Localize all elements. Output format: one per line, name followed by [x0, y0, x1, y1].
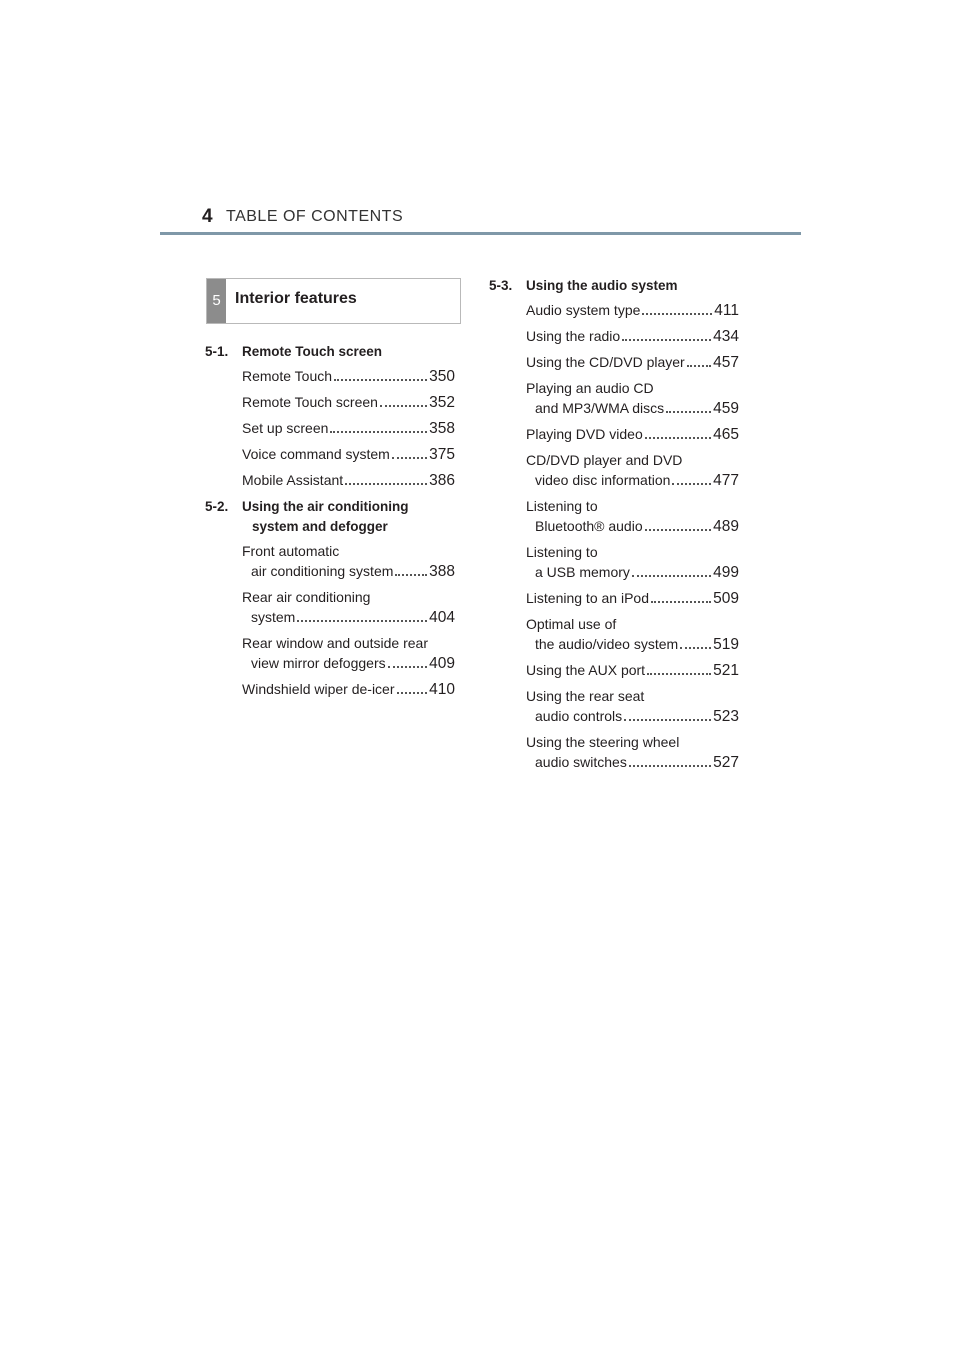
toc-entry-text: air conditioning system — [251, 563, 394, 579]
chapter-title: Interior features — [235, 290, 357, 307]
toc-entry[interactable] — [526, 450, 739, 491]
header-title: TABLE OF CONTENTS — [226, 208, 404, 225]
toc-section — [489, 276, 739, 773]
leader-dots — [395, 574, 427, 576]
toc-entry-row — [242, 392, 455, 413]
toc-entry-text: Remote Touch screen — [242, 394, 378, 410]
toc-entry-row — [242, 366, 455, 387]
page-header — [160, 204, 801, 236]
leader-dots — [334, 379, 427, 381]
toc-column-right — [489, 276, 739, 779]
leader-dots — [624, 719, 711, 721]
toc-entry-text: Using the AUX port — [526, 662, 646, 678]
toc-entry-row — [242, 679, 455, 700]
toc-entry-row — [242, 470, 455, 491]
toc-entry-text: Front automatic — [242, 543, 340, 559]
section-number: 5-3. — [489, 278, 513, 293]
page-ref: 523 — [713, 708, 739, 725]
page-ref: 489 — [713, 518, 739, 535]
toc-entry-text: Windshield wiper de-icer — [242, 681, 395, 697]
section-title-line: Using the audio system — [526, 278, 678, 293]
toc-entry-row — [526, 300, 739, 321]
toc-entry-text: Optimal use of — [526, 616, 617, 632]
toc-entry[interactable] — [242, 679, 455, 700]
toc-entry-row — [242, 418, 455, 439]
section-heading — [205, 342, 455, 362]
toc-entry[interactable] — [242, 444, 455, 465]
toc-entry-text: Using the radio — [526, 328, 621, 344]
section-title-line: Remote Touch screen — [242, 344, 383, 359]
toc-entry-text: Remote Touch — [242, 368, 333, 384]
toc-entry-row — [526, 634, 739, 655]
section-heading — [205, 497, 455, 537]
header-rule — [160, 232, 801, 235]
leader-dots — [622, 339, 711, 341]
page-ref: 404 — [429, 609, 455, 626]
page-number: 4 — [202, 206, 213, 227]
toc-entry-text: system — [251, 609, 296, 625]
section-title-line: Using the air conditioning — [242, 499, 409, 514]
page-ref: 527 — [713, 754, 739, 771]
toc-entry-text: Voice command system — [242, 446, 390, 462]
leader-dots — [672, 483, 711, 485]
leader-dots — [645, 529, 712, 531]
toc-entry-row — [526, 562, 739, 583]
toc-entry-text: CD/DVD player and DVD — [526, 452, 683, 468]
toc-entry-row — [526, 588, 739, 609]
toc-entry[interactable] — [242, 392, 455, 413]
toc-entry-row — [526, 706, 739, 727]
toc-column-left — [205, 342, 455, 706]
toc-entry[interactable] — [526, 660, 739, 681]
toc-entry-row — [526, 660, 739, 681]
page-ref: 350 — [429, 368, 455, 385]
toc-entry-text: Using the rear seat — [526, 688, 645, 704]
page-ref: 457 — [713, 354, 739, 371]
page-ref: 477 — [713, 472, 739, 489]
leader-dots — [629, 765, 711, 767]
toc-entry[interactable] — [526, 424, 739, 445]
toc-section — [205, 342, 455, 491]
toc-entry[interactable] — [526, 542, 739, 583]
toc-entry-text: audio controls — [535, 708, 623, 724]
chapter-number-tab: 5 — [207, 279, 226, 323]
toc-entry-row — [526, 470, 739, 491]
toc-section — [205, 497, 455, 700]
page-ref: 411 — [714, 302, 739, 319]
toc-entry-text: and MP3/WMA discs — [535, 400, 665, 416]
section-title — [526, 276, 739, 296]
leader-dots — [651, 601, 711, 603]
toc-entry[interactable] — [242, 633, 455, 674]
toc-entry-text: a USB memory — [535, 564, 630, 580]
toc-entry[interactable] — [526, 588, 739, 609]
section-title — [242, 342, 455, 362]
toc-entry[interactable] — [526, 614, 739, 655]
toc-entry-text: the audio/video system — [535, 636, 679, 652]
toc-entry[interactable] — [526, 732, 739, 773]
toc-entry[interactable] — [242, 541, 455, 582]
page-ref: 388 — [429, 563, 455, 580]
page-ref: 358 — [429, 420, 455, 437]
toc-entry-text: Rear window and outside rear — [242, 635, 428, 651]
toc-entry-text: Listening to — [526, 544, 598, 560]
toc-entry[interactable] — [242, 418, 455, 439]
toc-entry-text: Using the CD/DVD player — [526, 354, 685, 370]
toc-entry-text: Bluetooth® audio — [535, 518, 643, 534]
page-ref: 352 — [429, 394, 455, 411]
leader-dots — [380, 405, 427, 407]
leader-dots — [392, 457, 427, 459]
page-ref: 499 — [713, 564, 739, 581]
toc-entry-text: audio switches — [535, 754, 627, 770]
leader-dots — [666, 411, 711, 413]
section-number: 5-1. — [205, 344, 229, 359]
leader-dots — [297, 620, 427, 622]
page-ref: 519 — [713, 636, 739, 653]
toc-entry-text: Using the steering wheel — [526, 734, 680, 750]
toc-entry-text: Audio system type — [526, 302, 641, 318]
page-ref: 386 — [429, 472, 455, 489]
toc-entry-text: video disc information — [535, 472, 671, 488]
section-heading — [489, 276, 739, 296]
toc-entry[interactable] — [526, 378, 739, 419]
toc-entry[interactable] — [242, 366, 455, 387]
toc-entry[interactable] — [242, 587, 455, 628]
toc-entry-text: Rear air conditioning — [242, 589, 371, 605]
chapter-heading — [206, 278, 461, 324]
toc-entry-text: Mobile Assistant — [242, 472, 344, 488]
toc-entry-row — [526, 424, 739, 445]
toc-entry-row — [526, 352, 739, 373]
toc-entry-row — [242, 444, 455, 465]
toc-entry[interactable] — [526, 326, 739, 347]
toc-entry[interactable] — [526, 686, 739, 727]
leader-dots — [680, 647, 711, 649]
page-ref: 410 — [429, 681, 455, 698]
page-ref: 409 — [429, 655, 455, 672]
toc-entry-row — [242, 561, 455, 582]
toc-entry-row — [526, 516, 739, 537]
toc-entry-row — [526, 752, 739, 773]
toc-entry-text: Set up screen — [242, 420, 329, 436]
page-ref: 465 — [713, 426, 739, 443]
section-title — [242, 497, 455, 537]
toc-entry-text: view mirror defoggers — [251, 655, 386, 671]
toc-entry-text: Listening to — [526, 498, 598, 514]
toc-entry[interactable] — [242, 470, 455, 491]
toc-entry-text: Playing an audio CD — [526, 380, 654, 396]
toc-entry-row — [526, 326, 739, 347]
section-number: 5-2. — [205, 499, 229, 514]
page-ref: 375 — [429, 446, 455, 463]
leader-dots — [647, 673, 711, 675]
leader-dots — [345, 483, 427, 485]
toc-entry-text: Listening to an iPod — [526, 590, 649, 606]
toc-entry[interactable] — [526, 352, 739, 373]
page-ref: 459 — [713, 400, 739, 417]
leader-dots — [397, 692, 428, 694]
page-ref: 509 — [713, 590, 739, 607]
section-title-line: system and defogger — [252, 519, 388, 534]
page-ref: 434 — [713, 328, 739, 345]
toc-entry[interactable] — [526, 300, 739, 321]
toc-entry-row — [526, 398, 739, 419]
leader-dots — [632, 575, 711, 577]
toc-entry-row — [242, 653, 455, 674]
leader-dots — [645, 437, 711, 439]
page-ref: 521 — [713, 662, 739, 679]
toc-entry[interactable] — [526, 496, 739, 537]
leader-dots — [642, 313, 712, 315]
toc-entry-row — [242, 607, 455, 628]
leader-dots — [388, 666, 428, 668]
leader-dots — [330, 431, 427, 433]
leader-dots — [687, 365, 711, 367]
toc-entry-text: Playing DVD video — [526, 426, 643, 442]
